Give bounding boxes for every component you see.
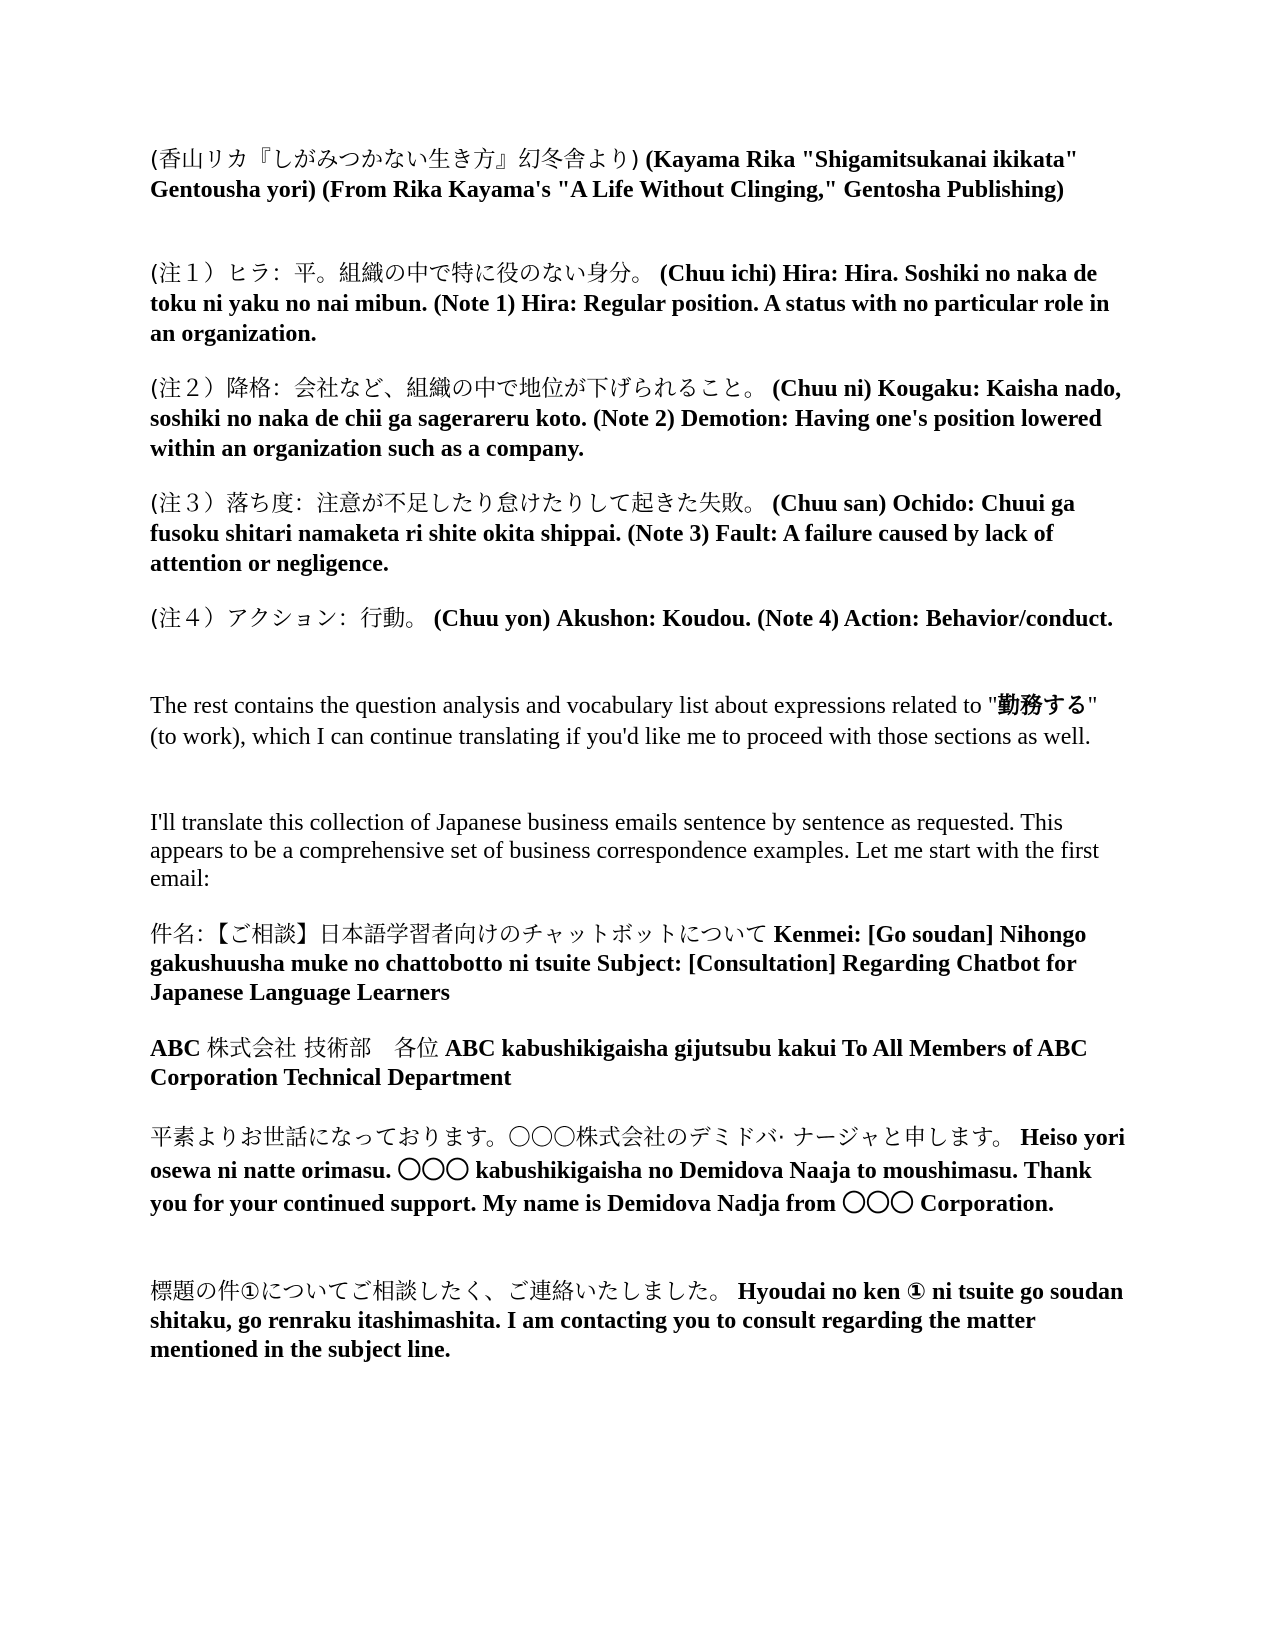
- translation-text: Heiso yori osewa ni natte orimasu. 〇〇〇 kabushikigaisha no Demidova Naaja to moushimasu. Thank you for your continued support. My name is Demidova Nadja from 〇〇〇 Corporation.: [150, 1125, 1126, 1217]
- company-name: ABC: [150, 1036, 207, 1062]
- translation-text: (Chuu yon) Akushon: Koudou. (Note 4) Action: Behavior/conduct.: [427, 606, 1114, 632]
- citation-paragraph: [150, 145, 1125, 205]
- translation-text: ABC kabushikigaisha gijutsubu kakui To All Members of ABC Corporation Technical Department: [150, 1036, 1088, 1091]
- translation-text: Kenmei: [Go soudan] Nihongo gakushuusha muke no chattobotto ni tsuite Subject: [Consultation] Regarding Chatbot for Japanese Language Learners: [150, 922, 1087, 1006]
- translation-text: (Kayama Rika "Shigamitsukanai ikikata" Gentousha yori) (From Rika Kayama's "A Life Without Clinging," Gentosha Publishing): [150, 147, 1079, 203]
- japanese-text: (注１）ヒラ：平。組織の中で特に役のない身分。: [150, 261, 654, 287]
- intro-paragraph: [150, 809, 1125, 893]
- japanese-text: 件名：【ご相談】日本語学習者向けのチャットボットについて: [150, 922, 768, 948]
- translation-text: (Chuu ni) Kougaku: Kaisha nado, soshiki no naka de chii ga sagerareru koto. (Note 2) Demotion: Having one's position lowered within an organization such as a company.: [150, 376, 1122, 462]
- translation-text: Hyoudai no ken: [731, 1279, 907, 1305]
- japanese-text: (注４）アクション：行動。: [150, 606, 428, 632]
- note-4-paragraph: [150, 604, 1125, 634]
- remaining-content-paragraph: [150, 691, 1125, 753]
- japanese-text: 勤務する: [997, 693, 1088, 719]
- body-text: " (to work), which I can continue translating if you'd like me to proceed with those sections as well.: [150, 693, 1098, 750]
- translation-text: ni tsuite go soudan shitaku, go renraku itashimashita. I am contacting you to consult regarding the matter mentioned in the subject line.: [150, 1279, 1124, 1363]
- translation-text: (Chuu san) Ochido: Chuui ga fusoku shitari namaketa ri shite okita shippai. (Note 3) Fault: A failure caused by lack of attention or negligence.: [150, 491, 1076, 577]
- japanese-text: (香山リカ『しがみつかない生き方』幻冬舎より): [150, 147, 640, 173]
- body-text: I'll translate this collection of Japanese business emails sentence by sentence as requested. This appears to be a comprehensive set of business correspondence examples. Let me start with the first email:: [150, 810, 1100, 892]
- japanese-text: 平素よりお世話になっております。〇〇〇株式会社のデミドバ· ナージャと申します。: [150, 1125, 1015, 1151]
- circled-number: ①: [906, 1279, 926, 1305]
- japanese-text: (注３）落ち度：注意が不足したり怠けたりして起きた失敗。: [150, 491, 767, 517]
- body-text: The rest contains the question analysis and vocabulary list about expressions related to ": [150, 693, 998, 719]
- email-purpose-paragraph: [150, 1278, 1125, 1365]
- note-2-paragraph: [150, 374, 1125, 464]
- email-recipient-paragraph: [150, 1035, 1125, 1093]
- japanese-text: 株式会社 技術部 各位: [206, 1036, 439, 1062]
- email-subject-paragraph: [150, 921, 1125, 1008]
- japanese-text: 標題の件①についてご相談したく、ご連絡いたしました。: [150, 1279, 732, 1305]
- japanese-text: (注２）降格：会社など、組織の中で地位が下げられること。: [150, 376, 767, 402]
- note-1-paragraph: [150, 259, 1125, 349]
- email-greeting-paragraph: [150, 1122, 1125, 1221]
- translation-text: (Chuu ichi) Hira: Hira. Soshiki no naka de toku ni yaku no nai mibun. (Note 1) Hira: Regular position. A status with no particular role in an organization.: [150, 261, 1110, 347]
- note-3-paragraph: [150, 489, 1125, 579]
